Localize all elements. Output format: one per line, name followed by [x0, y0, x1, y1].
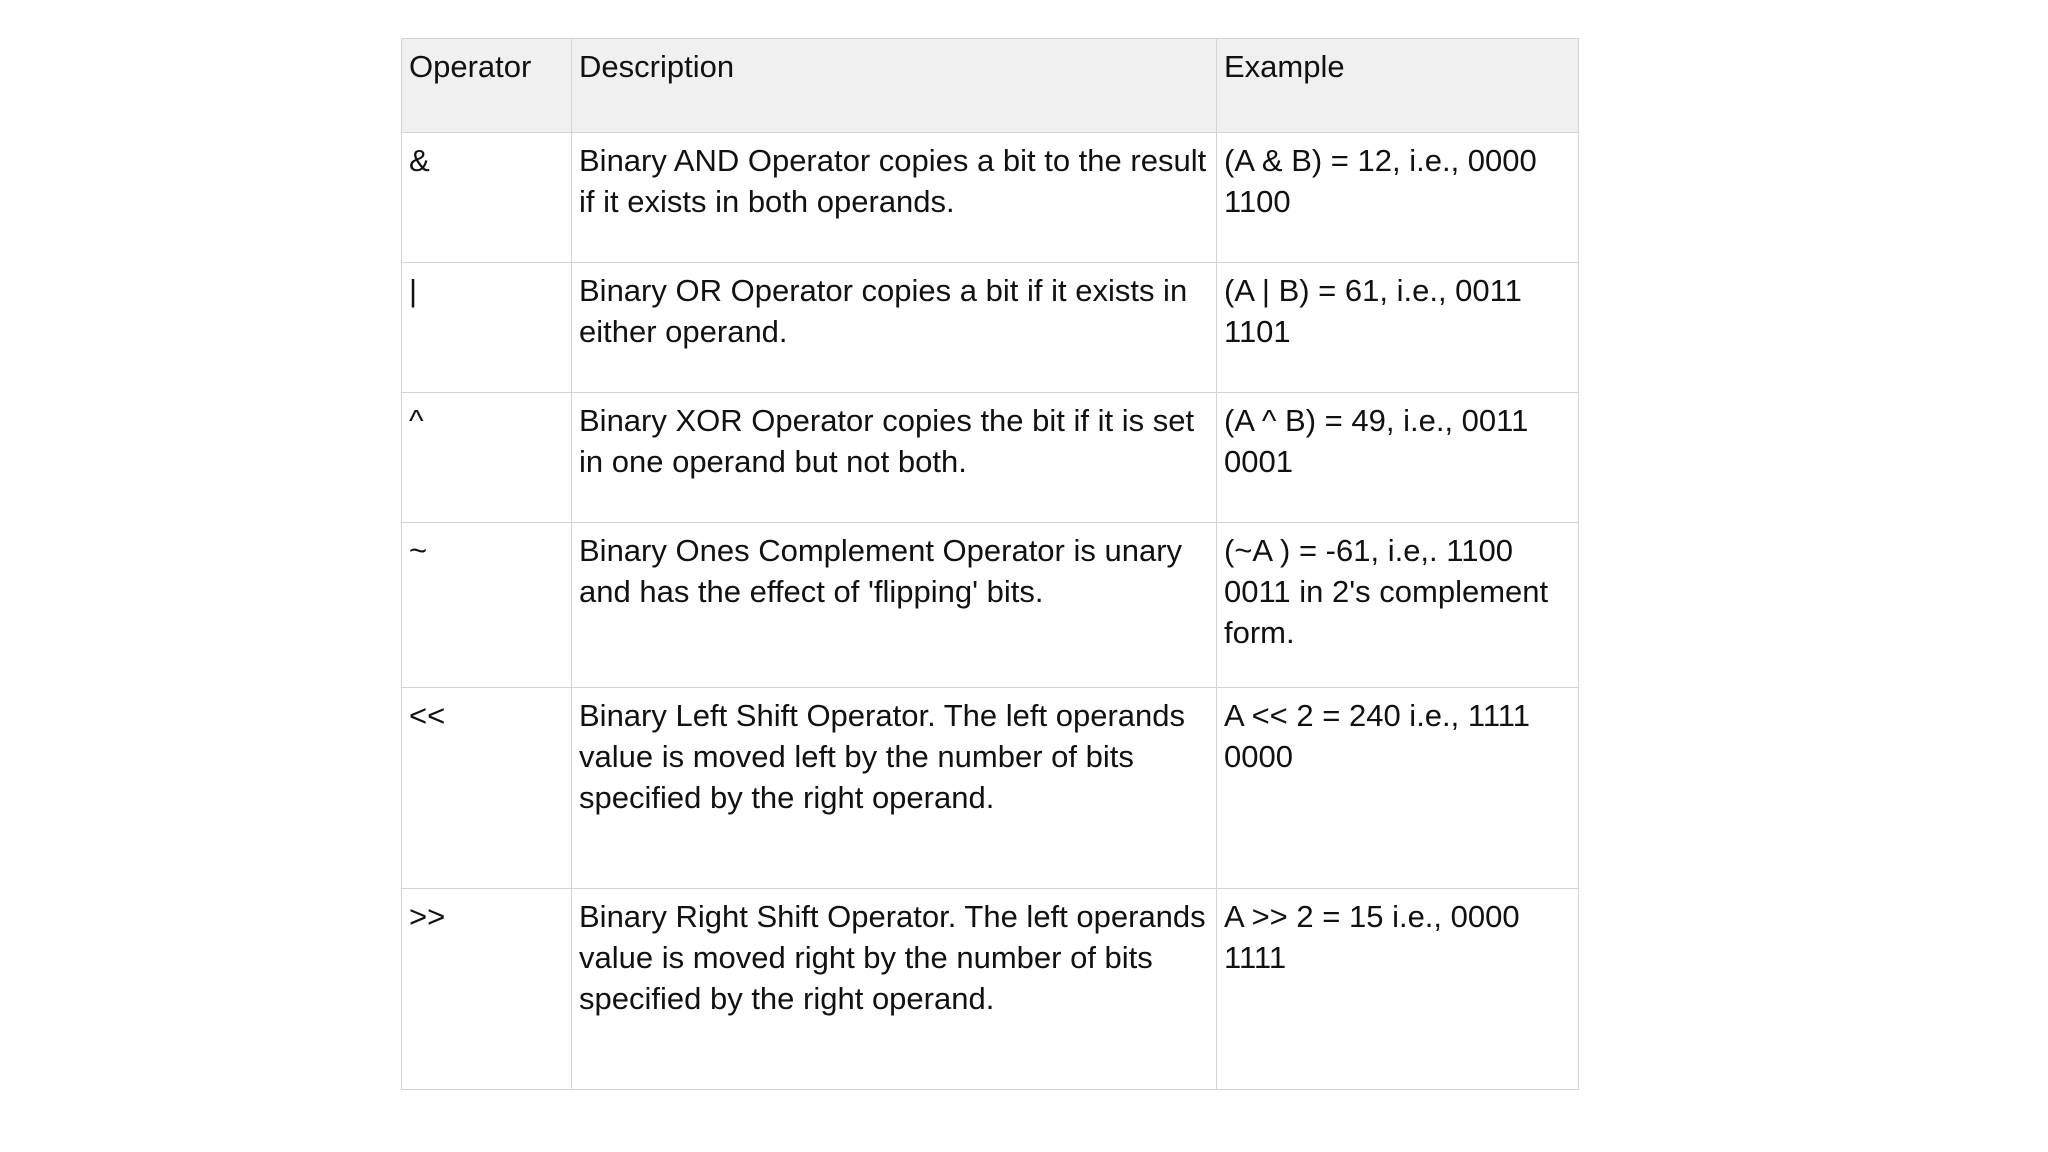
example-cell: A >> 2 = 15 i.e., 0000 1111: [1217, 889, 1579, 1090]
example-cell: (A | B) = 61, i.e., 0011 1101: [1217, 263, 1579, 393]
table-row-left-shift: [402, 688, 1579, 889]
description-cell: Binary OR Operator copies a bit if it exists in either operand.: [572, 263, 1217, 393]
table-row-complement: [402, 523, 1579, 688]
example-cell: A << 2 = 240 i.e., 1111 0000: [1217, 688, 1579, 889]
example-cell: (A & B) = 12, i.e., 0000 1100: [1217, 133, 1579, 263]
operator-cell: <<: [402, 688, 572, 889]
example-cell: (A ^ B) = 49, i.e., 0011 0001: [1217, 393, 1579, 523]
header-description: Description: [572, 39, 1217, 133]
operator-cell: ~: [402, 523, 572, 688]
table-row-xor: [402, 393, 1579, 523]
operator-cell: ^: [402, 393, 572, 523]
description-cell: Binary Right Shift Operator. The left operands value is moved right by the number of bits specified by the right operand.: [572, 889, 1217, 1090]
description-cell: Binary Left Shift Operator. The left operands value is moved left by the number of bits specified by the right operand.: [572, 688, 1217, 889]
example-cell: (~A ) = -61, i.e,. 1100 0011 in 2's complement form.: [1217, 523, 1579, 688]
description-cell: Binary Ones Complement Operator is unary and has the effect of 'flipping' bits.: [572, 523, 1217, 688]
operator-cell: >>: [402, 889, 572, 1090]
header-row: [402, 39, 1579, 133]
bitwise-operators-table: [401, 38, 1579, 1090]
description-cell: Binary AND Operator copies a bit to the result if it exists in both operands.: [572, 133, 1217, 263]
table-row-or: [402, 263, 1579, 393]
description-cell: Binary XOR Operator copies the bit if it is set in one operand but not both.: [572, 393, 1217, 523]
header-example: Example: [1217, 39, 1579, 133]
table-row-right-shift: [402, 889, 1579, 1090]
table-row-and: [402, 133, 1579, 263]
operator-cell: &: [402, 133, 572, 263]
operator-cell: |: [402, 263, 572, 393]
header-operator: Operator: [402, 39, 572, 133]
